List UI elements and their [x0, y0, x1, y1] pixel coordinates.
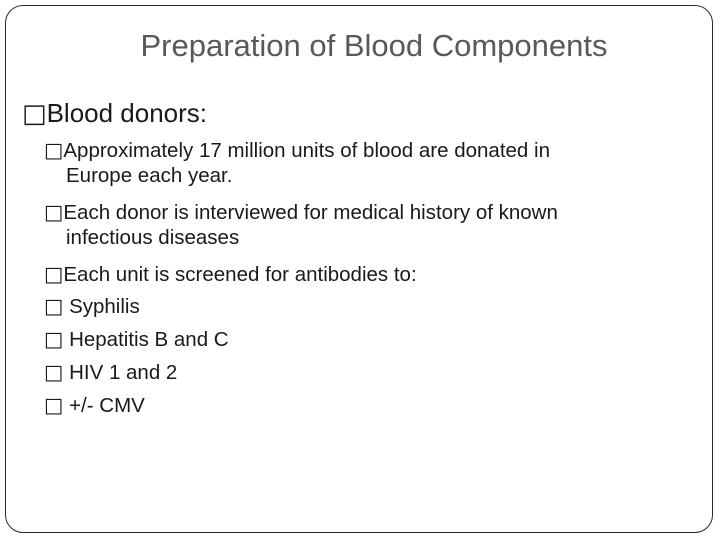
bullet-icon: □ — [44, 262, 64, 286]
bullet-icon: □ — [44, 327, 64, 351]
bullet-icon: □ — [44, 294, 64, 318]
bullet-icon: □ — [44, 393, 64, 417]
sub-bullet-hepatitis — [44, 327, 229, 353]
bullet-text-continued: infectious diseases — [66, 225, 240, 249]
bullet-text: HIV 1 and 2 — [63, 361, 178, 384]
bullet-icon: □ — [44, 138, 64, 162]
bullet-text: Each unit is screened for antibodies to: — [63, 263, 417, 286]
sub-bullet-hiv — [44, 360, 177, 386]
bullet-icon: □ — [22, 99, 47, 129]
sub-bullet-syphilis — [44, 294, 140, 320]
sub-bullet-interview — [44, 200, 558, 250]
bullet-text: Blood donors: — [46, 98, 208, 128]
bullet-text: Approximately 17 million units of blood are donated in — [63, 139, 550, 162]
bullet-text: Each donor is interviewed for medical history of known — [63, 201, 558, 224]
bullet-icon: □ — [44, 200, 64, 224]
bullet-text: +/- CMV — [63, 394, 145, 417]
bullet-text: Syphilis — [63, 295, 140, 318]
sub-bullet-screening — [44, 262, 417, 288]
bullet-blood-donors — [22, 98, 207, 129]
sub-bullet-donation-count — [44, 138, 550, 188]
sub-bullet-cmv — [44, 393, 145, 419]
bullet-icon: □ — [44, 360, 64, 384]
bullet-text: Hepatitis B and C — [63, 328, 229, 351]
slide-title: Preparation of Blood Components — [140, 28, 608, 63]
bullet-text-continued: Europe each year. — [66, 163, 233, 187]
